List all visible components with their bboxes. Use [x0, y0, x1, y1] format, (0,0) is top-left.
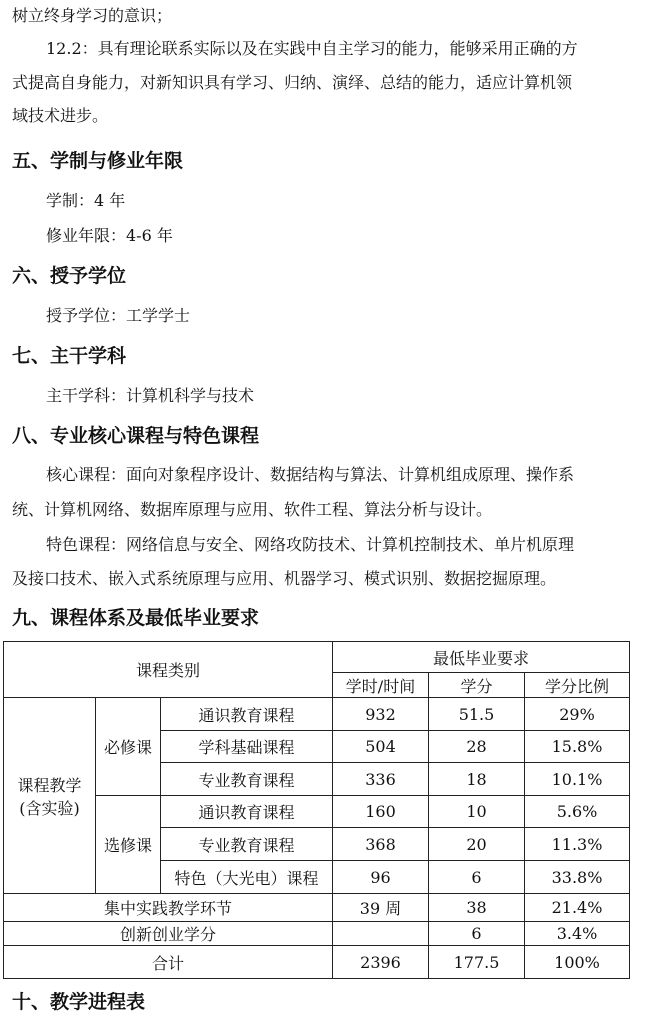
group-required: 必修课	[96, 698, 161, 796]
paragraph-line: 及接口技术、嵌入式系统原理与应用、机器学习、模式识别、数据挖掘原理。	[12, 569, 557, 588]
paragraph-line: 学制：4 年	[46, 191, 126, 210]
cell-hours: 96	[333, 861, 429, 894]
row-name: 合计	[4, 946, 333, 979]
section-heading: 六、授予学位	[12, 265, 127, 287]
header-credits: 学分	[429, 673, 525, 698]
section-heading: 八、专业核心课程与特色课程	[12, 425, 260, 447]
section-heading: 十、教学进程表	[12, 991, 146, 1013]
paragraph-line: 特色课程：网络信息与安全、网络攻防技术、计算机控制技术、单片机原理	[46, 535, 575, 554]
cell-credit: 38	[429, 894, 525, 922]
paragraph-line: 核心课程：面向对象程序设计、数据结构与算法、计算机组成原理、操作系	[46, 465, 575, 484]
row-name: 专业教育课程	[161, 828, 333, 861]
header-course-type: 课程类别	[4, 642, 333, 698]
cell-credit: 18	[429, 763, 525, 796]
cell-hours: 160	[333, 796, 429, 828]
cell-ratio: 33.8%	[525, 861, 630, 894]
group-course-teaching	[4, 698, 96, 894]
cell-credit: 6	[429, 922, 525, 946]
header-min-requirement: 最低毕业要求	[333, 642, 630, 673]
row-name: 特色（大光电）课程	[161, 861, 333, 894]
row-name: 通识教育课程	[161, 698, 333, 731]
cell-hours: 39 周	[333, 894, 429, 922]
paragraph-line: 授予学位：工学学士	[46, 306, 191, 325]
cell-credit: 6	[429, 861, 525, 894]
paragraph-line: 域技术进步。	[12, 106, 109, 125]
group-label: 课程教学	[17, 775, 82, 795]
cell-ratio: 29%	[525, 698, 630, 731]
section-heading: 七、主干学科	[12, 345, 127, 367]
cell-hours: 504	[333, 731, 429, 763]
cell-credit: 20	[429, 828, 525, 861]
cell-ratio: 3.4%	[525, 922, 630, 946]
paragraph-line: 统、计算机网络、数据库原理与应用、软件工程、算法分析与设计。	[12, 500, 493, 519]
cell-credit: 28	[429, 731, 525, 763]
table-row	[4, 894, 630, 922]
header-hours: 学时/时间	[333, 673, 429, 698]
row-name: 通识教育课程	[161, 796, 333, 828]
paragraph-line: 树立终身学习的意识；	[12, 6, 173, 25]
cell-credit: 10	[429, 796, 525, 828]
group-label: (含实验)	[19, 798, 80, 818]
table-row	[4, 796, 630, 828]
section-heading: 五、学制与修业年限	[12, 150, 184, 172]
cell-ratio: 100%	[525, 946, 630, 979]
cell-hours: 368	[333, 828, 429, 861]
cell-credit: 177.5	[429, 946, 525, 979]
row-name: 集中实践教学环节	[4, 894, 333, 922]
row-name: 创新创业学分	[4, 922, 333, 946]
cell-hours: 336	[333, 763, 429, 796]
section-heading: 九、课程体系及最低毕业要求	[12, 607, 260, 629]
paragraph-line: 式提高自身能力，对新知识具有学习、归纳、演绎、总结的能力，适应计算机领	[12, 73, 573, 92]
table-row	[4, 922, 630, 946]
cell-hours: 2396	[333, 946, 429, 979]
group-elective: 选修课	[96, 796, 161, 894]
cell-ratio: 21.4%	[525, 894, 630, 922]
row-name: 学科基础课程	[161, 731, 333, 763]
cell-ratio: 15.8%	[525, 731, 630, 763]
row-name: 专业教育课程	[161, 763, 333, 796]
cell-credit: 51.5	[429, 698, 525, 731]
cell-ratio: 10.1%	[525, 763, 630, 796]
table-row	[4, 698, 630, 731]
paragraph-line: 12.2：具有理论联系实际以及在实践中自主学习的能力，能够采用正确的方	[46, 39, 578, 58]
paragraph-line: 主干学科：计算机科学与技术	[46, 386, 255, 405]
cell-ratio: 5.6%	[525, 796, 630, 828]
table-total-row	[4, 946, 630, 979]
header-credit-ratio: 学分比例	[525, 673, 630, 698]
cell-hours: 932	[333, 698, 429, 731]
graduation-requirements-table	[3, 641, 630, 979]
paragraph-line: 修业年限：4-6 年	[46, 226, 173, 245]
cell-ratio: 11.3%	[525, 828, 630, 861]
cell-hours	[333, 922, 429, 946]
